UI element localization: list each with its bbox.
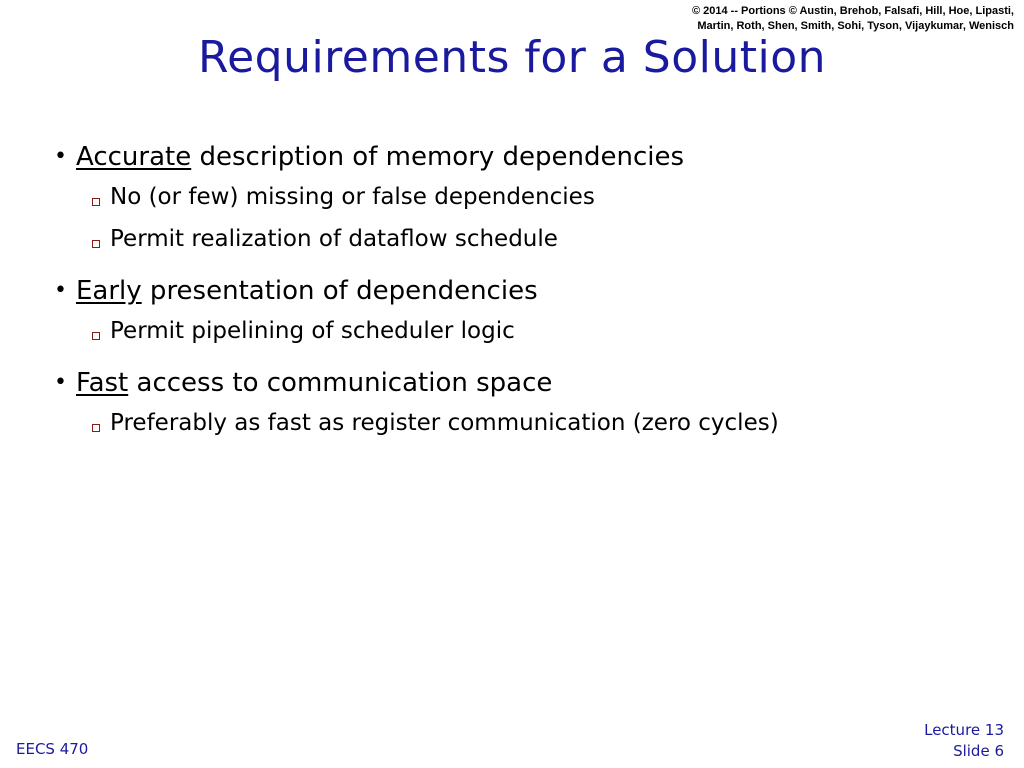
sub-bullet-text: Permit pipelining of scheduler logic [110,318,515,344]
square-bullet-icon [92,198,100,206]
square-bullet-icon [92,332,100,340]
slide-number-block [924,720,1004,762]
bullet-dot-icon: • [54,370,67,395]
slide-body [48,138,988,456]
bullet-item [48,364,988,402]
square-bullet-icon [92,240,100,248]
copyright-line-1: © 2014 -- Portions © Austin, Brehob, Falsafi, Hill, Hoe, Lipasti, [691,5,1014,17]
sub-bullet-item [48,218,988,260]
bullet-group-accurate [48,138,988,260]
bullet-group-early [48,272,988,352]
bullet-text: presentation of dependencies [141,276,538,306]
sub-bullet-item [48,176,988,218]
sub-bullet-item [48,402,988,444]
slide-label: Slide 6 [953,742,1004,760]
bullet-item [48,138,988,176]
bullet-group-fast [48,364,988,444]
bullet-item [48,272,988,310]
sub-bullet-text: No (or few) missing or false dependencies [110,184,595,210]
lecture-label: Lecture 13 [924,721,1004,739]
bullet-text: description of memory dependencies [191,142,685,172]
copyright-line-2: Martin, Roth, Shen, Smith, Sohi, Tyson, Vijaykumar, Wenisch [697,20,1014,32]
bullet-keyword: Fast [76,368,129,398]
sub-bullet-text: Permit realization of dataflow schedule [110,226,558,252]
bullet-keyword: Early [76,276,142,306]
sub-bullet-text: Preferably as fast as register communication (zero cycles) [110,410,779,436]
bullet-dot-icon: • [54,144,67,169]
bullet-dot-icon: • [54,278,67,303]
course-label: EECS 470 [16,740,89,758]
slide-title: Requirements for a Solution [197,32,827,83]
bullet-text: access to communication space [128,368,553,398]
square-bullet-icon [92,424,100,432]
sub-bullet-item [48,310,988,352]
bullet-keyword: Accurate [76,142,192,172]
